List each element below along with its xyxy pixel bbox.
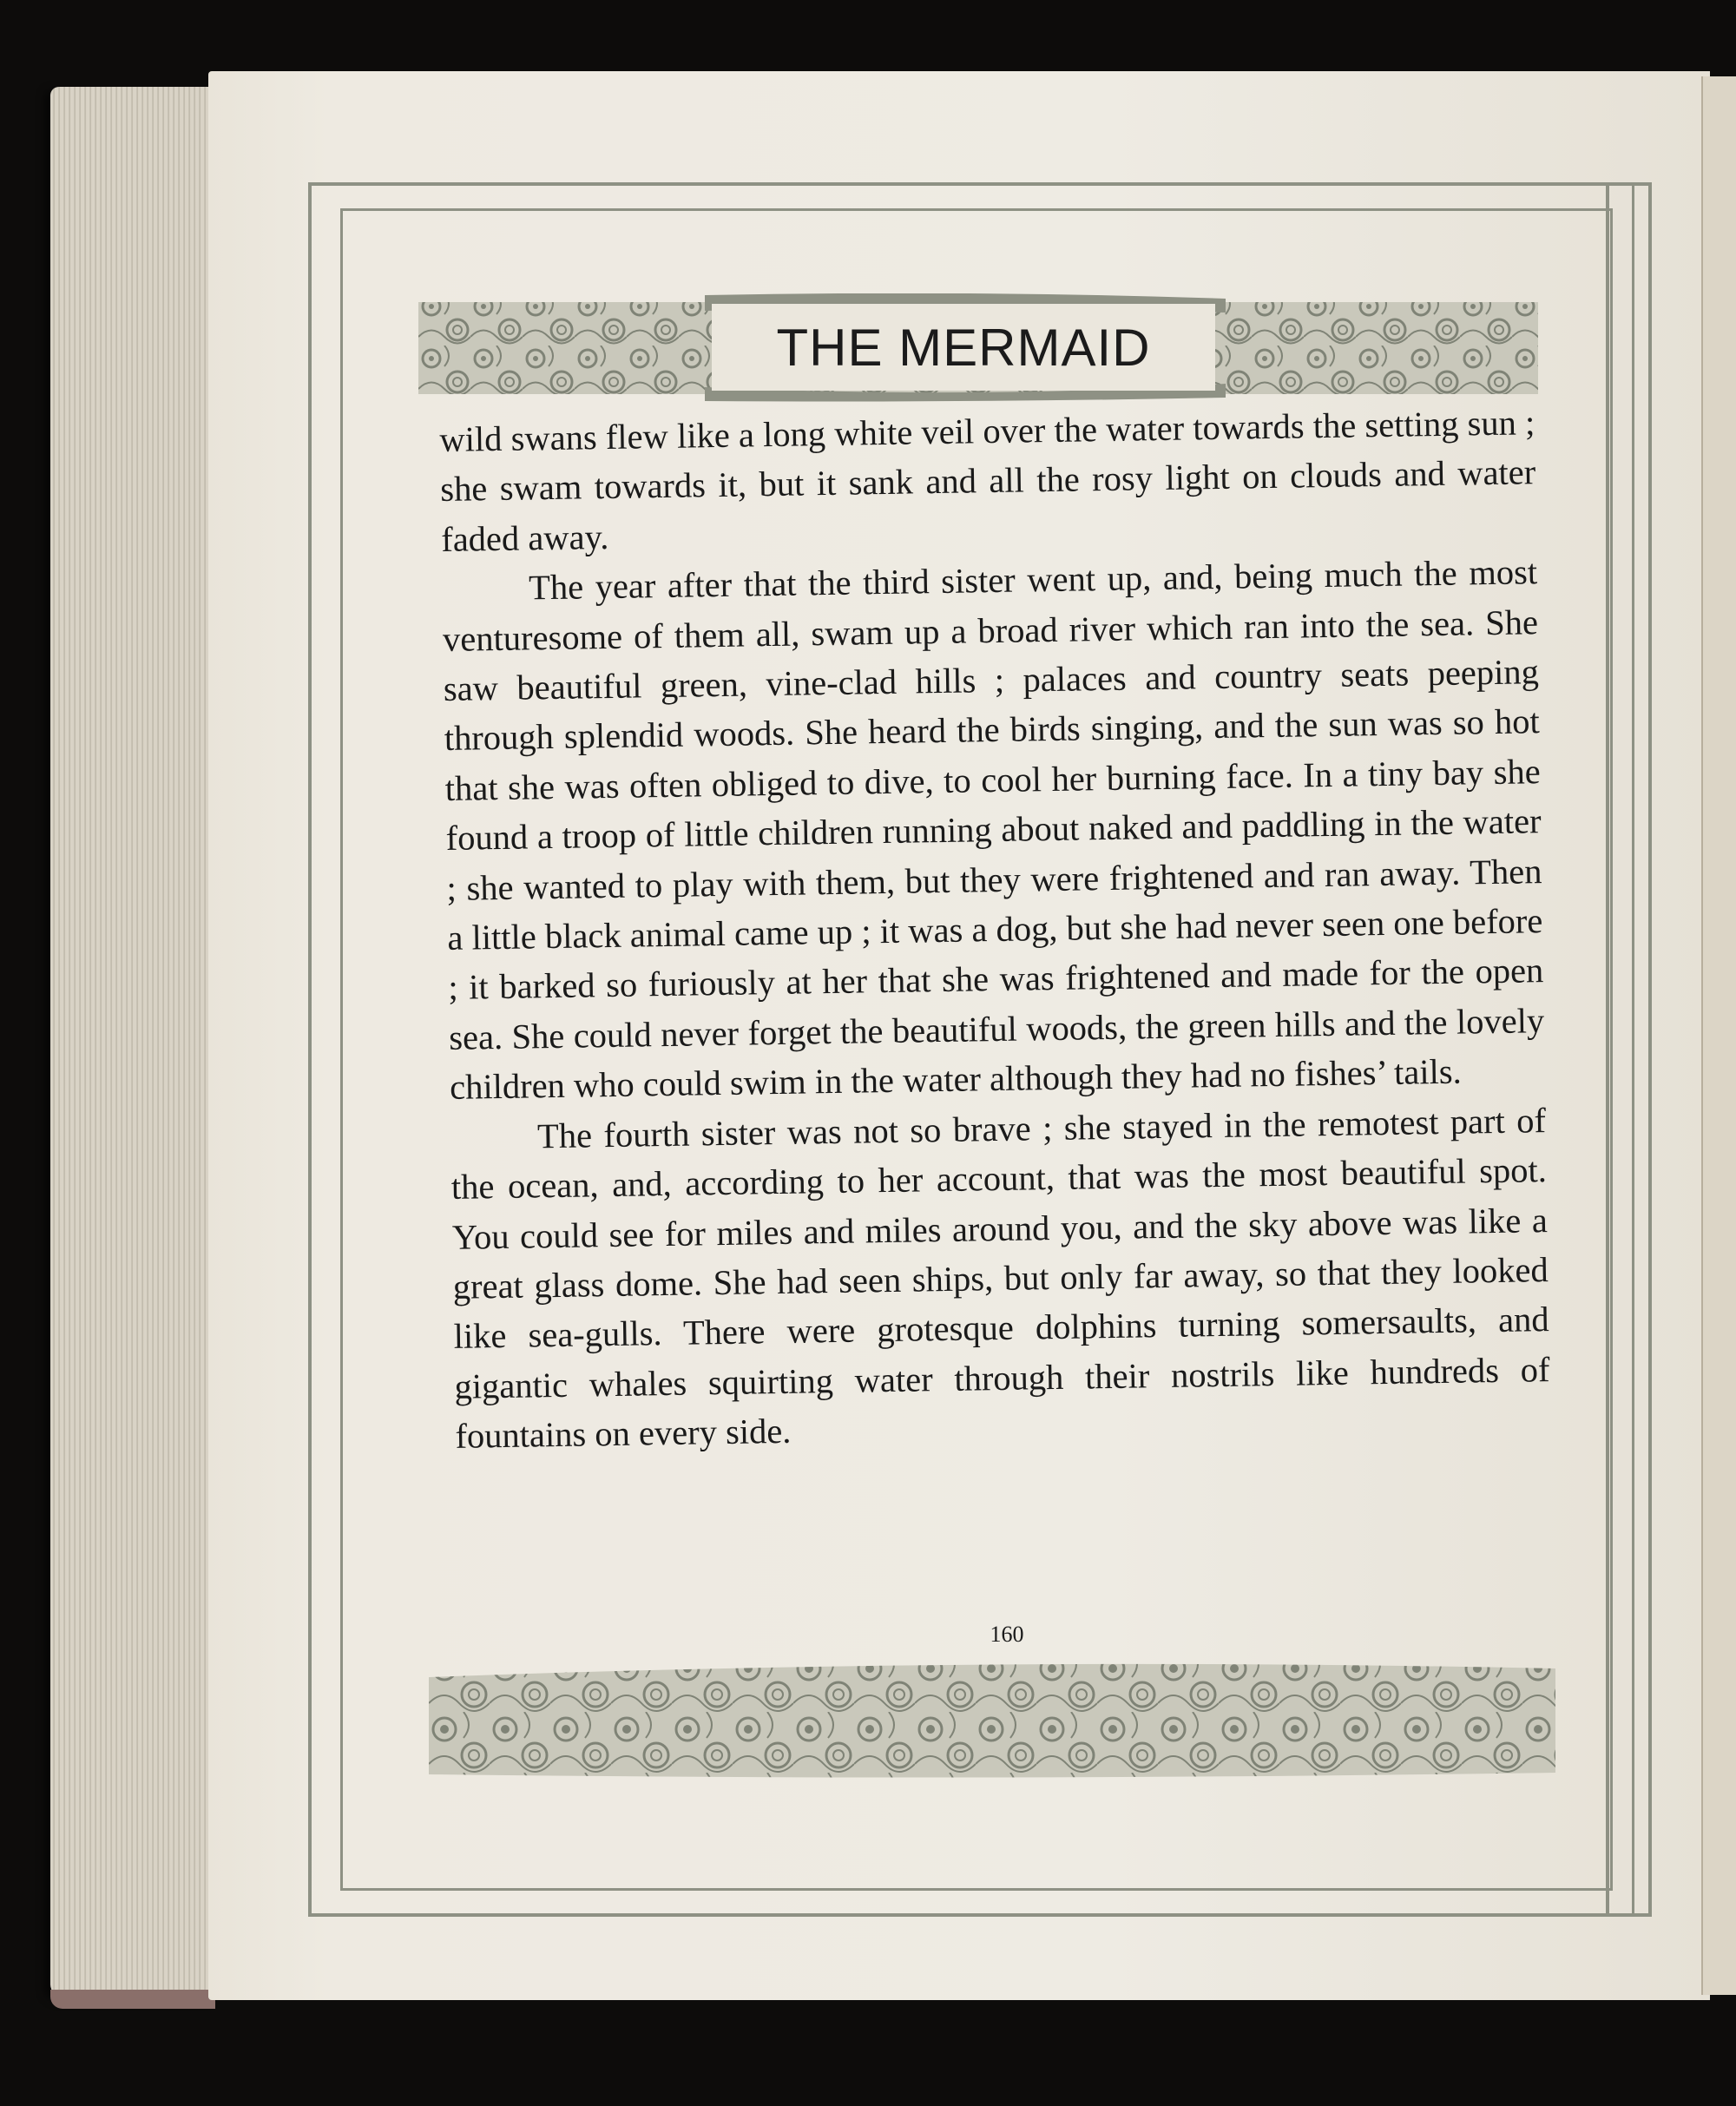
running-title: THE MERMAID [712, 304, 1215, 391]
page-number: 160 [990, 1622, 1024, 1647]
page-border-rule [1632, 182, 1634, 1913]
paragraph: The fourth sister was not so brave ; she stayed in the remotest part of the ocean, and, according to her account, that was the most beautiful spot. You could see for miles and miles around you, and the sky above was like a great glass dome. She had seen ships, but only far away, so that they looked like sea-gulls. There were grotesque dolphins turning somersaults, and gigantic whales squirting water through their nostrils like hundreds of fountains on every side. [450, 1100, 1550, 1456]
body-text [439, 398, 1551, 1461]
page-border-rule [1606, 182, 1609, 1913]
book-page-edges [50, 87, 215, 1997]
facing-page-edge [1701, 76, 1736, 1995]
paragraph: wild swans flew like a long white veil over the water towards the setting sun ; she swam towards it, but it sank and all the rosy light on clouds and water faded away. [439, 403, 1536, 559]
footer-ornament [429, 1651, 1555, 1781]
paragraph: The year after that the third sister went up, and, being much the most venturesome of them all, swam up a broad river which ran into the sea. She saw beautiful green, vine-clad hills ; palaces and country seats peeping through splendid woods. She heard the birds singing, and the sun was so hot that she was often obliged to dive, to cool her burning face. In a tiny bay she found a troop of little children running about naked and paddling in the water ; she wanted to play with them, but they were frightened and ran away. Then a little black animal came up ; it was a dog, but she had never seen one before ; it barked so furiously at her that she was frightened and made for the open sea. She could never forget the beautiful woods, the green hills and the lovely children who could swim in the water although they had no fishes’ tails. [442, 552, 1545, 1108]
